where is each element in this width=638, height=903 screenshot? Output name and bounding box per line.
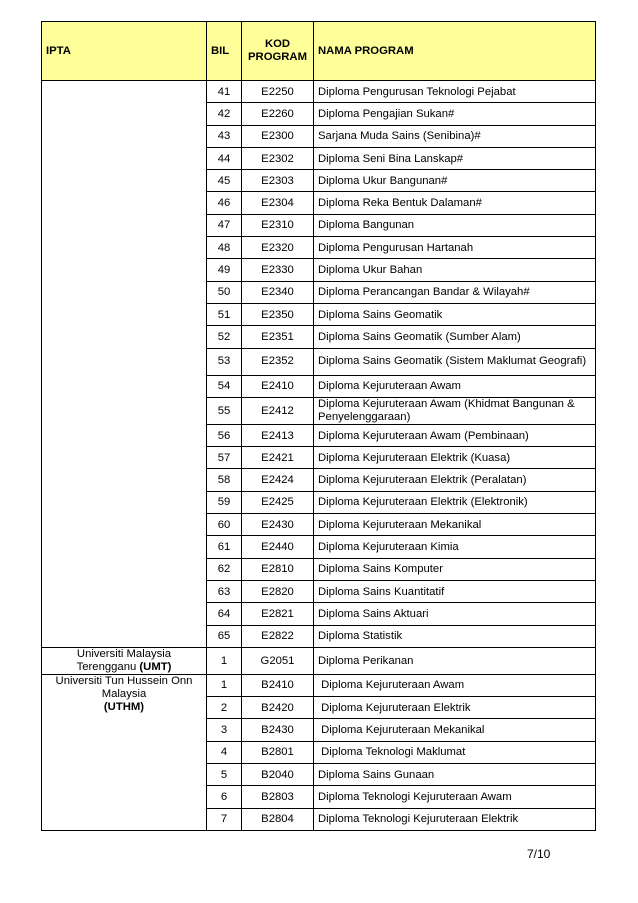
row-bil: 58 [207,469,242,491]
row-bil: 64 [207,603,242,625]
row-bil: 41 [207,81,242,103]
table-row [42,647,596,674]
row-kod-program: E2350 [242,303,314,325]
row-nama-program: Diploma Kejuruteraan Kimia [314,536,596,558]
row-nama-program: Diploma Kejuruteraan Elektrik (Peralatan) [314,469,596,491]
ipta-name-text: Universiti Malaysia [76,647,172,660]
row-bil: 57 [207,447,242,469]
row-kod-program: E2320 [242,237,314,259]
row-kod-program: E2302 [242,147,314,169]
header-kod-line2: PROGRAM [248,51,307,63]
page-number: 7/10 [527,847,551,861]
row-nama-program: Diploma Perikanan [314,647,596,674]
row-nama-program: Diploma Teknologi Maklumat [314,741,596,763]
table-body [42,81,596,831]
row-kod-program: E2351 [242,326,314,348]
row-nama-program: Diploma Seni Bina Lanskap# [314,147,596,169]
row-nama-program: Diploma Reka Bentuk Dalaman# [314,192,596,214]
ipta-name-line [46,701,202,714]
row-kod-program: E2303 [242,170,314,192]
row-nama-program: Diploma Kejuruteraan Awam [314,674,596,696]
row-nama-program: Diploma Kejuruteraan Elektrik (Kuasa) [314,447,596,469]
row-bil: 2 [207,697,242,719]
row-nama-program: Diploma Sains Komputer [314,558,596,580]
row-nama-program: Diploma Sains Geomatik [314,303,596,325]
row-bil: 1 [207,674,242,696]
row-kod-program: E2821 [242,603,314,625]
row-nama-program: Diploma Sains Aktuari [314,603,596,625]
row-kod-program: E2820 [242,580,314,602]
ipta-name-text: Malaysia [101,687,147,700]
row-nama-program: Diploma Teknologi Kejuruteraan Awam [314,786,596,808]
row-nama-program: Diploma Statistik [314,625,596,647]
row-kod-program: E2430 [242,514,314,536]
row-nama-program: Diploma Kejuruteraan Elektrik [314,697,596,719]
ipta-name-text: Terengganu [76,660,140,673]
row-kod-program: B2410 [242,674,314,696]
row-nama-program: Diploma Pengurusan Teknologi Pejabat [314,81,596,103]
ipta-cell [42,81,207,648]
row-kod-program: E2330 [242,259,314,281]
row-kod-program: E2410 [242,375,314,397]
header-ipta: IPTA [42,22,207,81]
row-bil: 43 [207,125,242,147]
row-kod-program: B2420 [242,697,314,719]
row-kod-program: E2425 [242,491,314,513]
row-nama-program: Diploma Sains Geomatik (Sumber Alam) [314,326,596,348]
row-nama-program: Diploma Kejuruteraan Elektrik (Elektronik) [314,491,596,513]
row-bil: 50 [207,281,242,303]
ipta-cell [42,674,207,830]
row-kod-program: E2412 [242,397,314,424]
ipta-name-line [46,648,202,661]
row-bil: 48 [207,237,242,259]
ipta-cell [42,647,207,674]
row-nama-program: Diploma Kejuruteraan Awam (Pembinaan) [314,424,596,446]
row-nama-program: Diploma Kejuruteraan Mekanikal [314,514,596,536]
row-kod-program: E2310 [242,214,314,236]
header-nama-program: NAMA PROGRAM [314,22,596,81]
ipta-name-line [46,688,202,701]
row-nama-program: Diploma Pengajian Sukan# [314,103,596,125]
row-bil: 53 [207,348,242,375]
row-bil: 47 [207,214,242,236]
row-kod-program: B2430 [242,719,314,741]
row-kod-program: E2260 [242,103,314,125]
row-bil: 59 [207,491,242,513]
row-kod-program: E2440 [242,536,314,558]
row-nama-program: Sarjana Muda Sains (Senibina)# [314,125,596,147]
row-nama-program: Diploma Bangunan [314,214,596,236]
table-row [42,81,596,103]
row-bil: 54 [207,375,242,397]
header-bil: BIL [207,22,242,81]
row-kod-program: E2340 [242,281,314,303]
row-kod-program: E2421 [242,447,314,469]
row-kod-program: B2801 [242,741,314,763]
row-nama-program: Diploma Perancangan Bandar & Wilayah# [314,281,596,303]
row-kod-program: E2822 [242,625,314,647]
row-kod-program: B2040 [242,764,314,786]
row-kod-program: E2352 [242,348,314,375]
row-nama-program: Diploma Sains Kuantitatif [314,580,596,602]
row-kod-program: B2804 [242,808,314,830]
row-bil: 63 [207,580,242,602]
row-nama-program: Diploma Kejuruteraan Mekanikal [314,719,596,741]
ipta-abbreviation: (UMT) [139,660,172,673]
row-kod-program: E2300 [242,125,314,147]
table-row [42,674,596,696]
row-nama-program: Diploma Kejuruteraan Awam [314,375,596,397]
row-bil: 49 [207,259,242,281]
row-bil: 55 [207,397,242,424]
row-bil: 7 [207,808,242,830]
row-kod-program: B2803 [242,786,314,808]
row-bil: 60 [207,514,242,536]
row-bil: 3 [207,719,242,741]
row-kod-program: E2250 [242,81,314,103]
ipta-name-line [46,661,202,674]
header-kod-program [242,22,314,81]
row-nama-program: Diploma Ukur Bangunan# [314,170,596,192]
row-nama-program: Diploma Sains Gunaan [314,764,596,786]
row-bil: 62 [207,558,242,580]
row-nama-program: Diploma Ukur Bahan [314,259,596,281]
row-bil: 5 [207,764,242,786]
row-bil: 45 [207,170,242,192]
row-bil: 52 [207,326,242,348]
row-kod-program: E2424 [242,469,314,491]
row-nama-program: Diploma Kejuruteraan Awam (Khidmat Bangunan & Penyelenggaraan) [314,397,596,424]
row-bil: 4 [207,741,242,763]
ipta-abbreviation: (UTHM) [103,700,145,713]
row-nama-program: Diploma Teknologi Kejuruteraan Elektrik [314,808,596,830]
ipta-name-line [46,675,202,688]
row-nama-program: Diploma Pengurusan Hartanah [314,237,596,259]
program-table [41,21,596,831]
ipta-name-text: Universiti Tun Hussein Onn [55,674,193,687]
row-bil: 65 [207,625,242,647]
row-bil: 56 [207,424,242,446]
row-kod-program: E2810 [242,558,314,580]
header-kod-line1: KOD [264,38,291,50]
row-bil: 46 [207,192,242,214]
row-bil: 51 [207,303,242,325]
row-bil: 44 [207,147,242,169]
row-kod-program: E2413 [242,424,314,446]
row-bil: 42 [207,103,242,125]
row-kod-program: E2304 [242,192,314,214]
row-bil: 61 [207,536,242,558]
row-kod-program: G2051 [242,647,314,674]
row-nama-program: Diploma Sains Geomatik (Sistem Maklumat Geografi) [314,348,596,375]
table-header-row [42,22,596,81]
row-bil: 1 [207,647,242,674]
row-bil: 6 [207,786,242,808]
